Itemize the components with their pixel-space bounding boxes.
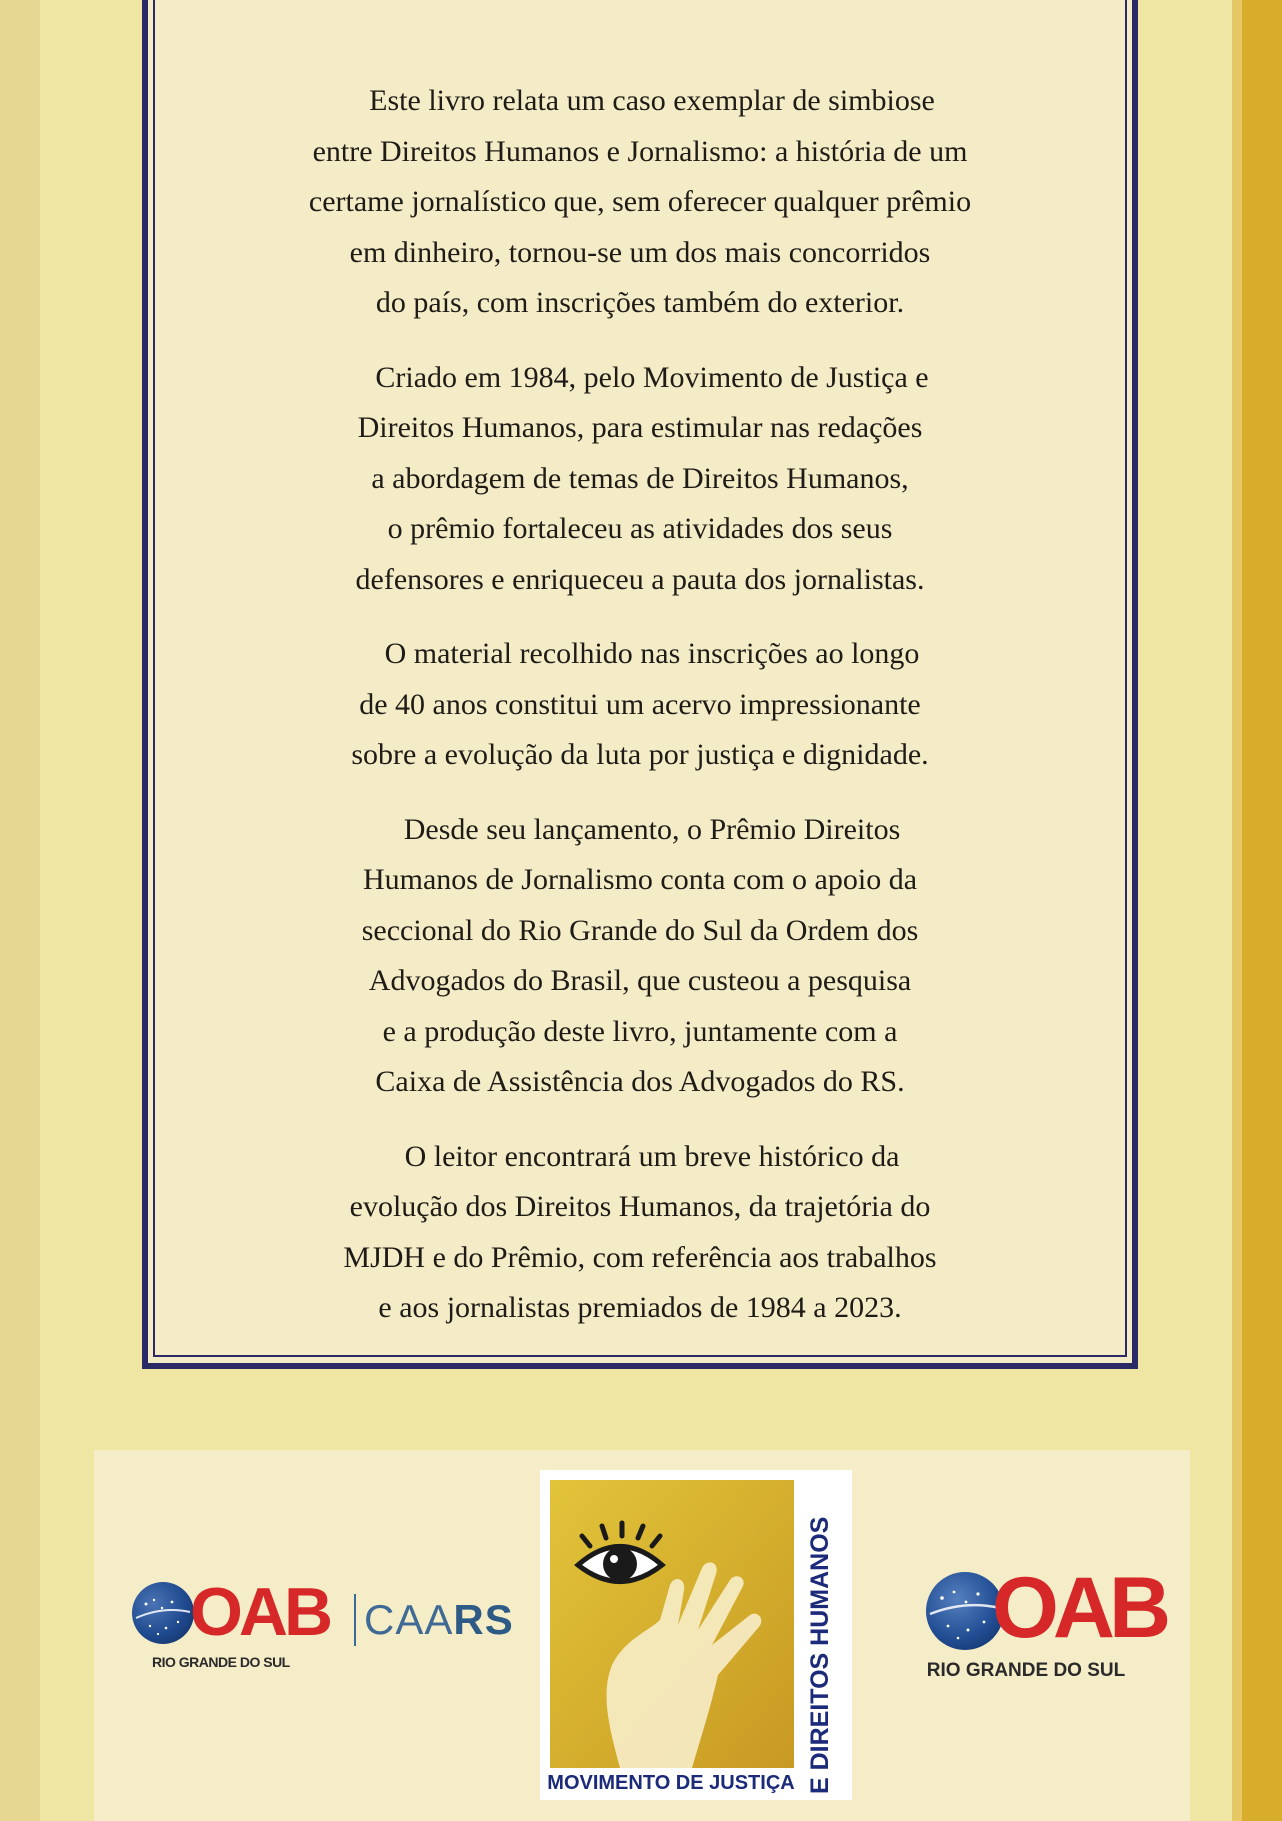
caa-text: CAA: [364, 1596, 454, 1643]
text-line: a abordagem de temas de Direitos Humanos,: [371, 461, 909, 495]
mjdh-side-label: E DIREITOS HUMANOS: [806, 1516, 834, 1794]
paragraph-2: [148, 353, 1132, 606]
left-gutter: [0, 0, 40, 1821]
text-line: O material recolhido nas inscrições ao longo: [384, 637, 920, 670]
oab-subtitle: RIO GRANDE DO SUL: [926, 1660, 1126, 1681]
text-line: Criado em 1984, pelo Movimento de Justiça e: [375, 360, 929, 394]
oab-rs-logo: [926, 1560, 1166, 1686]
mjdh-side-text: [796, 1476, 842, 1796]
paragraph-3: [148, 629, 1132, 781]
oab-wordmark: OAB: [190, 1574, 330, 1650]
oab-wordmark: OAB: [992, 1560, 1166, 1656]
rs-text: RS: [453, 1596, 514, 1643]
sponsor-logos: [94, 1450, 1190, 1821]
blurb-text: [148, 76, 1132, 1358]
mjdh-logo: [540, 1470, 852, 1800]
oab-caars-logo: [132, 1572, 532, 1682]
text-line: Caixa de Assistência dos Advogados do RS.: [375, 1065, 905, 1098]
text-line: do país, com inscrições também do exterior.: [375, 286, 905, 319]
caars-wordmark: [364, 1592, 514, 1648]
paragraph-1: [148, 76, 1132, 329]
book-spine: [1242, 0, 1282, 1821]
text-line: em dinheiro, tornou-se um dos mais concorridos: [349, 235, 931, 269]
paragraph-5: [148, 1132, 1132, 1334]
text-line: e aos jornalistas premiados de 1984 a 2023.: [378, 1291, 902, 1324]
text-line: Humanos de Jornalismo conta com o apoio da: [362, 863, 918, 896]
text-line: sobre a evolução da luta por justiça e dignidade.: [351, 738, 929, 771]
text-line: Este livro relata um caso exemplar de simbiose: [369, 84, 935, 117]
mjdh-emblem: [550, 1480, 794, 1768]
text-line: Direitos Humanos, para estimular nas redações: [357, 411, 923, 444]
oab-subtitle: RIO GRANDE DO SUL: [152, 1654, 290, 1670]
text-line: O leitor encontrará um breve histórico da: [404, 1139, 900, 1173]
text-line: de 40 anos constitui um acervo impressionante: [359, 687, 921, 721]
globe-icon: [132, 1582, 194, 1644]
text-line: entre Direitos Humanos e Jornalismo: a história de um: [312, 134, 968, 168]
blurb-panel: [142, 0, 1138, 1369]
text-line: o prêmio fortaleceu as atividades dos seus: [387, 512, 893, 545]
spine-edge: [1232, 0, 1242, 1821]
text-line: seccional do Rio Grande do Sul da Ordem dos: [361, 913, 919, 947]
text-line: e a produção deste livro, juntamente com a: [382, 1014, 898, 1048]
text-line: Advogados do Brasil, que custeou a pesquisa: [368, 964, 912, 997]
text-line: evolução dos Direitos Humanos, da trajetória do: [349, 1190, 931, 1223]
text-line: MJDH e do Prêmio, com referência aos trabalhos: [343, 1240, 937, 1274]
text-line: certame jornalístico que, sem oferecer qualquer prêmio: [308, 185, 972, 218]
paragraph-4: [148, 805, 1132, 1108]
text-line: defensores e enriqueceu a pauta dos jornalistas.: [355, 562, 925, 596]
divider: [354, 1594, 356, 1646]
mjdh-bottom-label: MOVIMENTO DE JUSTIÇA: [547, 1772, 795, 1794]
text-line: Desde seu lançamento, o Prêmio Direitos: [403, 812, 901, 846]
